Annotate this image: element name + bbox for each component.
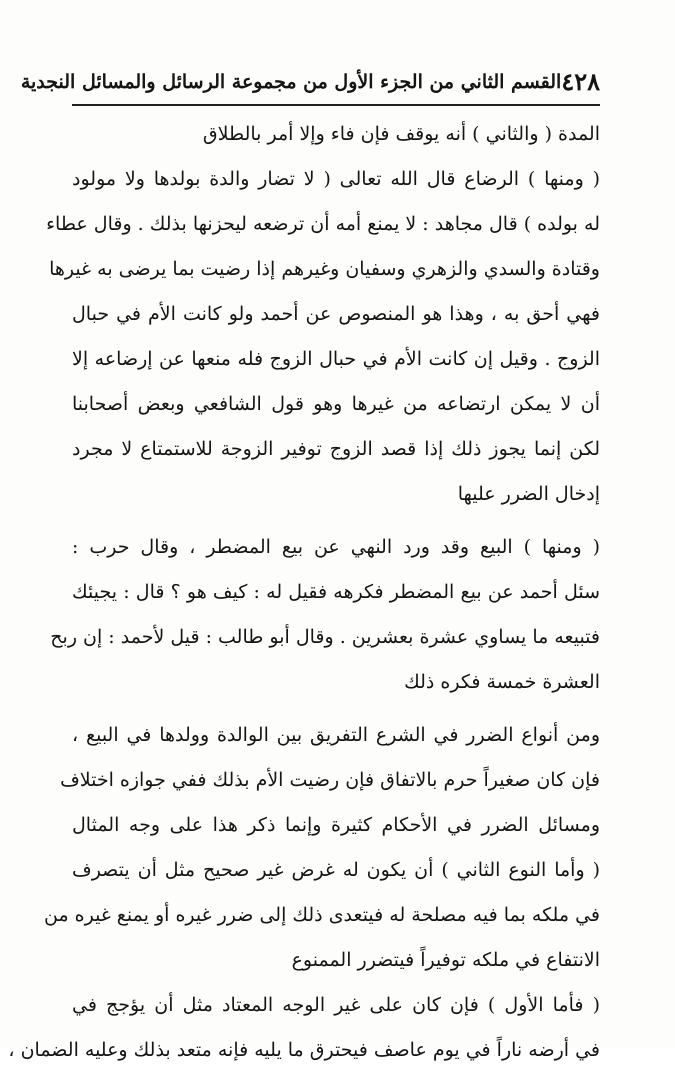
text-line: وقتادة والسدي والزهري وسفيان وغيرهم إذا رضيت بما يرضى به غيرها (49, 258, 600, 280)
text-line: الانتفاع في ملكه توفيراً فيتضرر الممنوع (291, 949, 600, 971)
text-line: ومسائل الضرر في الأحكام كثيرة وإنما ذكر هذا على وجه المثال (72, 814, 600, 836)
text-line: فإن كان صغيراً حرم بالاتفاق فإن رضيت الأم بذلك ففي جوازه اختلاف (60, 769, 600, 791)
text-line: العشرة خمسة فكره ذلك (404, 671, 600, 693)
paragraph-gap (72, 705, 600, 713)
text-line: سئل أحمد عن بيع المضطر فكرهه فقيل له : كيف هو ؟ قال : يجيئك (72, 581, 600, 603)
text-line: المدة ( والثاني ) أنه يوقف فإن فاء وإلا أمر بالطلاق (202, 123, 600, 145)
text-line: ( ومنها ) البيع وقد ورد النهي عن بيع المضطر ، وقال حرب : (72, 536, 600, 558)
paragraph-gap (72, 517, 600, 525)
page-header (20, 64, 600, 100)
paragraph (50, 525, 600, 705)
paragraph (72, 112, 600, 157)
text-line: ( ومنها ) الرضاع قال الله تعالى ( لا تضار والدة بولدها ولا مولود (72, 168, 600, 190)
page-number: ٤٢٨ (561, 67, 600, 96)
text-line: إدخال الضرر عليها (457, 483, 600, 505)
text-line: له بولده ) قال مجاهد : لا يمنع أمه أن ترضعه ليحزنها بذلك . وقال عطاء (46, 213, 600, 235)
text-line: فهي أحق به ، وهذا هو المنصوص عن أحمد ولو كانت الأم في حبال (72, 303, 600, 325)
text-line: لكن إنما يجوز ذلك إذا قصد الزوج توفير الزوجة للاستمتاع لا مجرد (72, 438, 600, 460)
header-rule (72, 104, 600, 106)
text-line: فتبيعه ما يساوي عشرة بعشرين . وقال أبو طالب : قيل لأحمد : إن ربح (50, 626, 600, 648)
text-line: في أرضه ناراً في يوم عاصف فيحترق ما يليه فإنه متعد بذلك وعليه الضمان ، (8, 1039, 600, 1061)
running-title: القسم الثاني من الجزء الأول من مجموعة الرسائل والمسائل النجدية (20, 71, 562, 93)
text-line: في ملكه بما فيه مصلحة له فيتعدى ذلك إلى ضرر غيره أو يمنع غيره من (43, 904, 600, 926)
text-line: الزوج . وقيل إن كانت الأم في حبال الزوج فله منعها عن إرضاعه إلا (72, 348, 600, 370)
text-line: أن لا يمكن ارتضاعه من غيرها وهو قول الشافعي وبعض أصحابنا (72, 393, 600, 415)
text-line: ( فأما الأول ) فإن كان على غير الوجه المعتاد مثل أن يؤجج في (72, 994, 600, 1016)
text-line: ( وأما النوع الثاني ) أن يكون له غرض غير صحيح مثل أن يتصرف (72, 859, 600, 881)
paragraph (8, 713, 600, 1073)
text-line: ومن أنواع الضرر في الشرع التفريق بين الوالدة وولدها في البيع ، (72, 724, 600, 746)
body-text (8, 112, 600, 1073)
paragraph (46, 157, 600, 517)
